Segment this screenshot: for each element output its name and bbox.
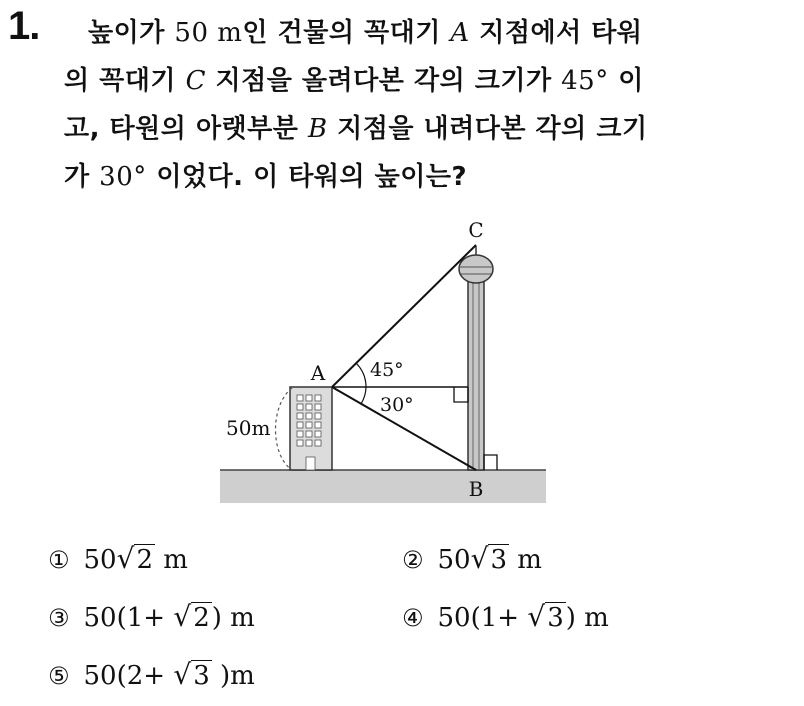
line-ac <box>332 245 476 387</box>
choice-1[interactable]: ① 50√2 m <box>48 542 188 575</box>
choice-4[interactable]: ④ 50(1+ √3) m <box>402 600 609 633</box>
sqrt-symbol: √3 <box>173 658 210 691</box>
label-a: A <box>310 361 326 385</box>
right-angle-mark <box>484 455 497 470</box>
sqrt-symbol: √3 <box>527 600 564 633</box>
ground <box>220 470 546 503</box>
sqrt-symbol: √2 <box>116 542 153 575</box>
angle-arc-30 <box>361 387 366 404</box>
label-angle-45: 45° <box>370 359 404 381</box>
right-angle-mark <box>454 387 468 402</box>
question-line-4: 가 30° 이었다. 이 타워의 높이는? <box>64 162 468 192</box>
building <box>290 387 332 470</box>
angle-arc-45 <box>356 363 366 387</box>
label-b: B <box>468 477 484 501</box>
choice-5[interactable]: ⑤ 50(2+ √3 )m <box>48 658 255 691</box>
choice-3[interactable]: ③ 50(1+ √2) m <box>48 600 255 633</box>
question-line-1: 높이가 50 m인 건물의 꼭대기 A 지점에서 타워 <box>88 18 643 48</box>
question-number: 1. <box>8 4 40 48</box>
label-c: C <box>468 218 484 242</box>
label-angle-30: 30° <box>380 394 414 416</box>
label-height: 50m <box>226 416 271 440</box>
choice-2[interactable]: ② 50√3 m <box>402 542 542 575</box>
tower-diagram <box>210 210 555 510</box>
sqrt-symbol: √3 <box>470 542 507 575</box>
sqrt-symbol: √2 <box>173 600 210 633</box>
question-line-3: 고, 타원의 아랫부분 B 지점을 내려다본 각의 크기 <box>64 114 648 144</box>
tower <box>459 246 493 470</box>
question-line-2: 의 꼭대기 C 지점을 올려다본 각의 크기가 45° 이 <box>64 66 644 96</box>
